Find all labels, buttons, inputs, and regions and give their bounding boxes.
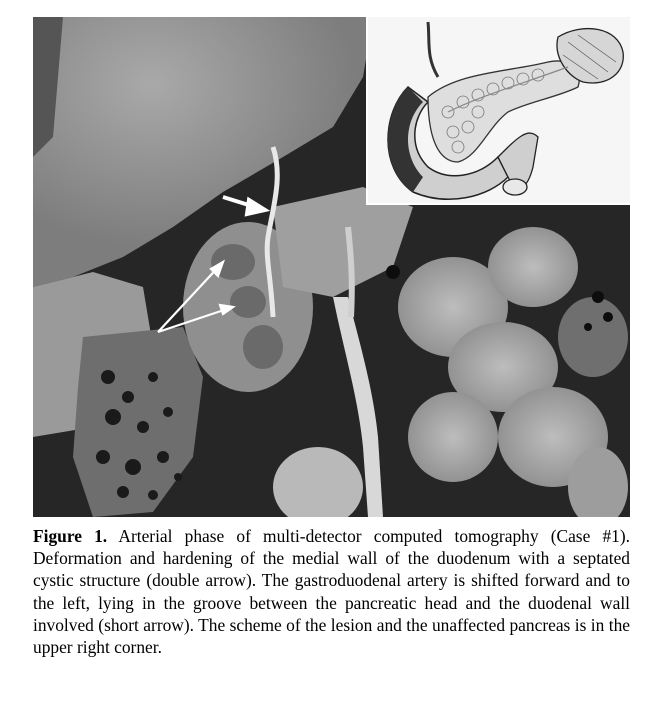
ct-scan-image bbox=[33, 17, 630, 517]
figure-caption bbox=[33, 525, 630, 658]
figure-caption-text: Arterial phase of multi-detector computed tomography (Case #1). Deformation and hardening of the medial wall of the duodenum with a septated cystic structure (double arrow). The gastroduodenal artery is shifted forward and to the left, lying in the groove between the pancreatic head and the duodenal wall involved (short arrow). The scheme of the lesion and the unaffected pancreas is in the upper right corner. bbox=[33, 526, 630, 658]
figure-label: Figure 1. bbox=[33, 526, 108, 546]
pancreas-scheme-illustration bbox=[366, 17, 630, 205]
